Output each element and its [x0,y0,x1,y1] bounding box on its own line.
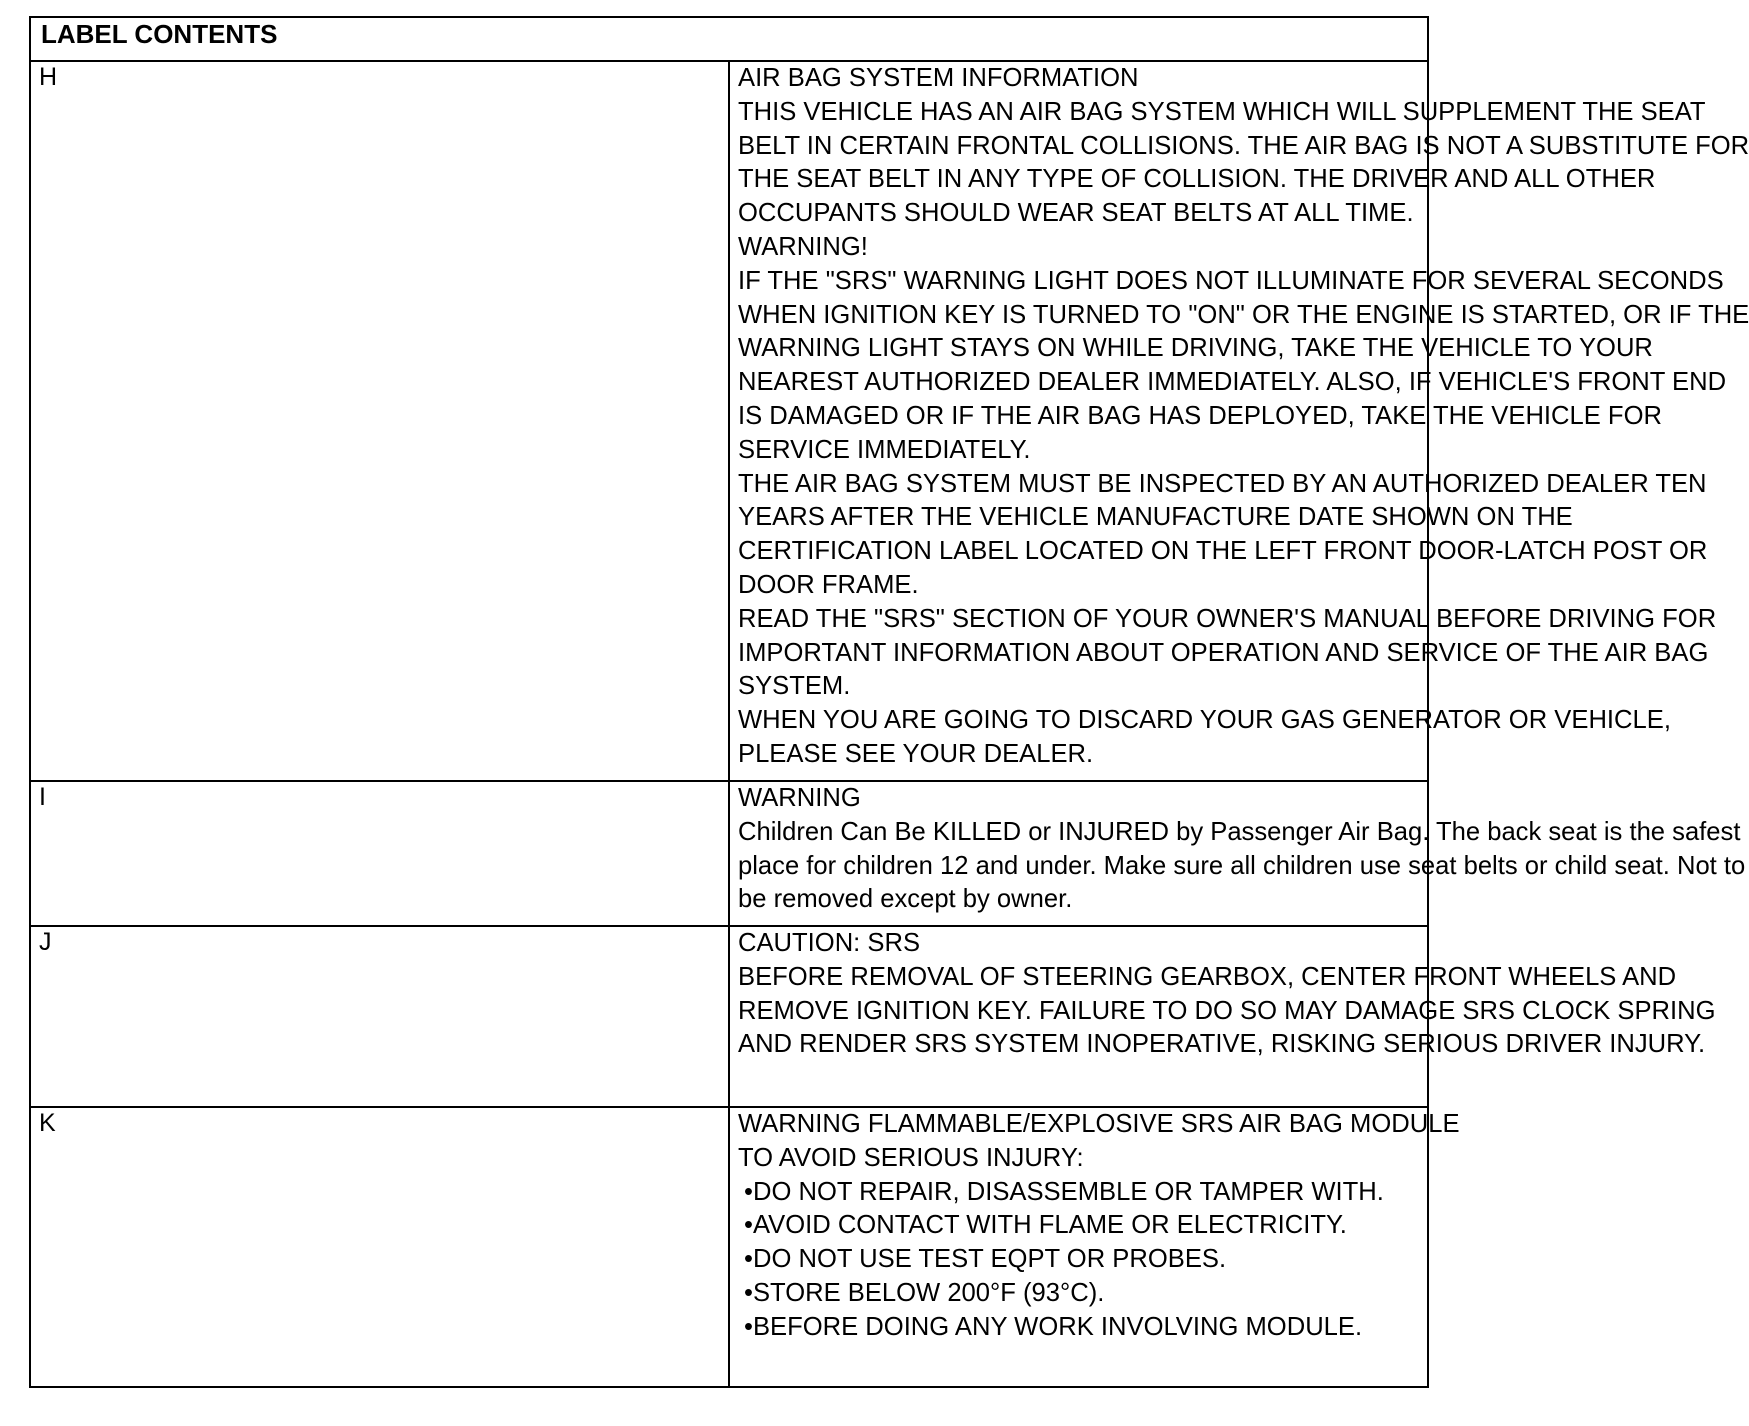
table-row [30,781,1428,926]
text-line: AIR BAG SYSTEM INFORMATION [738,64,1139,92]
bullet-item: •STORE BELOW 200°F (93°C). [744,1278,1105,1307]
text-line: CAUTION: SRS [738,929,921,957]
text-line: BELT IN CERTAIN FRONTAL COLLISIONS. THE AIR BAG IS NOT A SUBSTITUTE FOR [738,131,1749,160]
label-code: J [30,926,729,1107]
text-line: WARNING LIGHT STAYS ON WHILE DRIVING, TAKE THE VEHICLE TO YOUR [738,334,1653,363]
text-line: IMPORTANT INFORMATION ABOUT OPERATION AND SERVICE OF THE AIR BAG [738,638,1709,667]
bullet-item: •DO NOT REPAIR, DISASSEMBLE OR TAMPER WITH. [744,1177,1384,1206]
text-line: IS DAMAGED OR IF THE AIR BAG HAS DEPLOYED, TAKE THE VEHICLE FOR [738,401,1662,430]
text-line: WHEN IGNITION KEY IS TURNED TO "ON" OR THE ENGINE IS STARTED, OR IF THE [738,300,1749,329]
bullet-item: •DO NOT USE TEST EQPT OR PROBES. [744,1245,1227,1274]
bullet-item: •AVOID CONTACT WITH FLAME OR ELECTRICITY. [744,1211,1347,1240]
label-contents-table [29,16,1749,1388]
text-line: THIS VEHICLE HAS AN AIR BAG SYSTEM WHICH WILL SUPPLEMENT THE SEAT [738,97,1706,126]
table-row [30,1107,1428,1387]
text-line: THE AIR BAG SYSTEM MUST BE INSPECTED BY AN AUTHORIZED DEALER TEN [738,469,1707,498]
text-line: OCCUPANTS SHOULD WEAR SEAT BELTS AT ALL TIME. [738,199,1414,228]
text-line: CERTIFICATION LABEL LOCATED ON THE LEFT FRONT DOOR-LATCH POST OR [738,537,1708,566]
label-text [729,1107,1460,1387]
text-line: IF THE "SRS" WARNING LIGHT DOES NOT ILLUMINATE FOR SEVERAL SECONDS [738,266,1724,295]
label-text [729,61,1749,781]
text-line: READ THE "SRS" SECTION OF YOUR OWNER'S MANUAL BEFORE DRIVING FOR [738,604,1717,633]
text-line: place for children 12 and under. Make sure all children use seat belts or child seat. Not to [738,851,1746,880]
text-line: DOOR FRAME. [738,570,919,599]
text-line: YEARS AFTER THE VEHICLE MANUFACTURE DATE SHOWN ON THE [738,503,1573,532]
table-row [30,61,1428,781]
text-line: BEFORE REMOVAL OF STEERING GEARBOX, CENTER FRONT WHEELS AND [738,962,1677,991]
text-line: NEAREST AUTHORIZED DEALER IMMEDIATELY. ALSO, IF VEHICLE'S FRONT END [738,368,1727,397]
label-code: I [30,781,729,926]
text-line: SERVICE IMMEDIATELY. [738,435,1031,464]
text-line: Children Can Be KILLED or INJURED by Passenger Air Bag. The back seat is the safest [738,817,1741,846]
table-header-row [30,17,1428,61]
text-line: PLEASE SEE YOUR DEALER. [738,739,1094,768]
label-code: H [30,61,729,781]
bullet-item: •BEFORE DOING ANY WORK INVOLVING MODULE. [744,1312,1363,1341]
text-line: TO AVOID SERIOUS INJURY: [738,1143,1084,1172]
text-line: WARNING [738,784,861,812]
table-title: LABEL CONTENTS [30,17,1428,61]
text-line: SYSTEM. [738,672,851,701]
label-text [729,926,1716,1107]
label-code: K [30,1107,729,1387]
text-line: REMOVE IGNITION KEY. FAILURE TO DO SO MAY DAMAGE SRS CLOCK SPRING [738,996,1716,1025]
text-line: WARNING! [738,232,868,261]
text-line: WHEN YOU ARE GOING TO DISCARD YOUR GAS GENERATOR OR VEHICLE, [738,706,1671,735]
text-line: be removed except by owner. [738,885,1073,914]
text-line: THE SEAT BELT IN ANY TYPE OF COLLISION. THE DRIVER AND ALL OTHER [738,165,1656,194]
table-row [30,926,1428,1107]
text-line: AND RENDER SRS SYSTEM INOPERATIVE, RISKING SERIOUS DRIVER INJURY. [738,1030,1706,1059]
label-text [729,781,1746,926]
text-line: WARNING FLAMMABLE/EXPLOSIVE SRS AIR BAG MODULE [738,1110,1460,1138]
